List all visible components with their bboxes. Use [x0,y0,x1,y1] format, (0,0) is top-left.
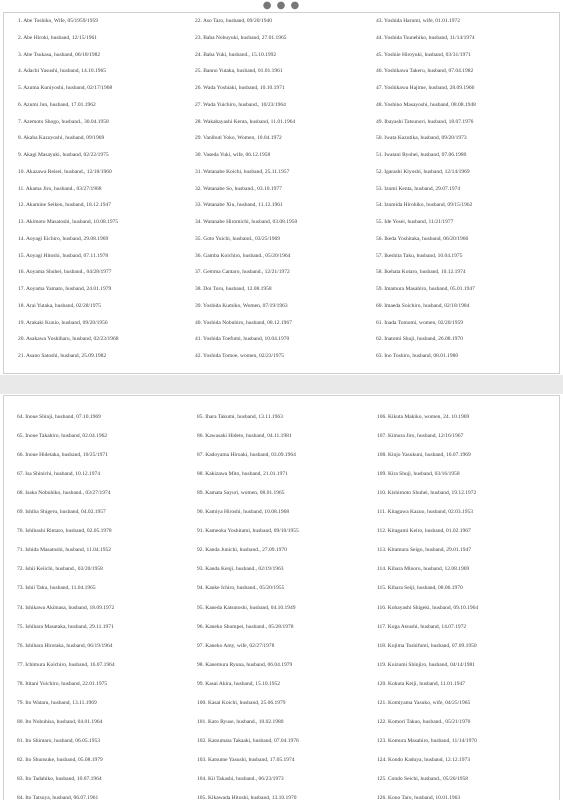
list-item: 52. Igarashi Kiyoshi, husband, 12/14/1969 [376,168,470,175]
list-item: 11. Akama Jiro, husband., 03/27/1968 [18,185,102,192]
list-item: 99. Kasai Akira, husband, 15.10.1952 [197,680,280,687]
list-item: 36. Gamba Koichiro, husband., 05/20/1964 [195,252,291,259]
list-item: 96. Kaneko Shumpei, husband., 05/28/1978 [197,623,294,630]
list-item: 104. Kii Takashi, husband., 06/23/1973 [197,775,284,782]
list-item: 37. Gemma Cantaro, husband., 12/21/1972 [195,269,290,276]
list-item: 3. Abe Tsukasa, husband, 06/18/1982 [18,51,101,58]
list-item: 73. Ishii Taku, husband, 11.04.1965 [17,585,96,592]
list-item: 76. Ishihara Hirotaka, husband, 06/19/1964 [17,642,113,649]
list-item: 35. Goto Yuichi, husband., 03/25/1969 [195,235,281,242]
list-item: 43. Yoshida Harumi, wife, 01.01.1972 [376,18,461,24]
list-item: 123. Komura Masahiro, husband, 11/14/1970 [377,737,477,744]
more-options-icon[interactable]: ● ● ● [262,0,301,11]
list-item: 116. Kobayashi Shigeki, husband, 09.10.1964 [377,604,479,611]
list-item: 102. Katsumata Takaaki, husband, 07.04.1976 [197,737,299,744]
list-item: 57. Ikeshita Taku, husband, 10.04.1975 [376,252,463,259]
list-item: 28. Wakabayashi Kenta, husband, 11.01.1964 [195,118,296,125]
list-item: 71. Ishida Masatoshi, husband, 11.04.1952 [17,547,112,554]
list-item: 18. Arai Yutaka, husband, 02/28/1975 [18,302,102,309]
list-item: 26. Wada Yoshiaki, husband, 10.10.1971 [195,85,285,91]
list-item: 63. Ino Toshiro, husband, 08.01.1980 [376,353,459,359]
list-item: 114. Kihara Minoru, husband, 12.08.1969 [377,566,470,573]
list-item: 7. Azemoto Shogo, husband., 30.04.1958 [18,118,109,125]
list-item: 70. Ishibashi Rintaro, husband, 02.05.1978 [17,528,112,535]
list-item: 17. Aoyama Yamato, husband, 24.01.1979 [18,286,112,292]
list-item: 69. Ishiba Shigeru, husband, 04.02.1957 [17,509,106,516]
list-item: 13. Akimoto Masatoshi, husband, 10.08.1975 [18,219,119,225]
list-item: 44. Yoshida Tsunehiko, husband, 11/14/1974 [376,34,475,41]
list-item: 125. Condo Seichi, husband., 05/26/1958 [377,775,469,782]
list-item: 85. Ihara Takumi, husband, 13.11.1963 [197,414,283,420]
list-item: 126. Kono Taro, husband, 10.01.1963 [377,795,461,801]
list-item: 8. Akaba Kazuyoshi, husband, 09/1969 [18,135,105,142]
list-item: 33. Watanabe Xiu, husband, 11.12.1961 [195,202,283,209]
list-item: 19. Arakaki Kunio, husband, 09/20/1956 [18,319,108,326]
list-item: 119. Koizumi Shinjiro, husband, 04/14/1981 [377,661,476,668]
list-item: 51. Iwatani Ryohei, husband, 07.06.1980 [376,152,467,158]
list-item: 66. Inoue Hidetaka, husband, 10/25/1971 [17,452,108,459]
list-item: 54. Izumida Hirohiko, husband, 09/15/1962 [376,202,473,209]
list-item: 83. Ito Tadahiko, husband, 10.07.1964 [17,775,102,782]
list-item: 65. Inoue Takahiro, husband, 02.04.1962 [17,433,108,440]
list-item: 115. Kihara Seiji, husband, 08.06.1970 [377,585,463,592]
list-item: 50. Iwata Kazutika, husband, 09/20/1973 [376,135,467,142]
list-item: 47. Yoshikawa Hajime, husband, 28.09.1966 [376,85,475,91]
list-item: 94. Kanke Ichiro, husband., 05/20/1955 [197,585,285,592]
list-item: 59. Imamura Masahiro, husband, 05.01.1947 [376,286,475,292]
list-item: 60. Imaeda Soichiro, husband, 02/18/1984 [376,302,470,309]
list-item: 118. Kojima Toshifumi, husband, 07.09.1950 [377,642,477,649]
list-item: 5. Azuma Kuniyoshi, husband, 02/17/1968 [18,85,113,91]
list-item: 93. Kanda Kenji, husband., 02/19/1963 [197,566,284,573]
list-item: 38. Doi Toru, husband, 12.08.1958 [195,286,272,292]
list-item: 62. Inatomi Shuji, husband, 26.08.1970 [376,336,463,343]
list-item: 91. Kameoka Yoshitami, husband, 09/10/1955 [197,528,299,535]
list-item: 24. Baba Yuki, husband., 15.10.1992 [195,51,277,58]
list-item: 106. Kikuta Makiko, women, 24. 10.1969 [377,414,470,420]
list-item: 55. Ide Yosei, husband, 11/21/1977 [376,219,454,225]
list-item: 82. Ito Shunsuke, husband, 05.08.1979 [17,756,103,763]
list-item: 68. Isaka Nobuhiko, husband., 03/27/1974 [17,490,111,497]
list-item: 105. Kikawada Hitoshi, husband, 13.10.1970 [197,795,297,801]
list-item: 84. Ito Tatsuya, husband, 06.07.1961 [17,795,99,801]
list-item: 110. Kishimoto Shuhei, husband, 19.12.1972 [377,490,477,497]
list-item: 87. Kadoyama Hiroaki, husband, 03.09.1964 [197,452,296,459]
list-item: 89. Kamata Sayuri, women, 08.01.1965 [197,490,285,497]
list-item: 80. Ito Nobuhisa, husband, 04.01.1964 [17,718,103,725]
list-item: 20. Asakawa Yoshiharu, husband, 02/23/1968 [18,336,119,343]
list-item: 29. Vanibuti Yoko, Women, 10.04.1972 [195,135,282,142]
list-item: 90. Kamiya Hiroshi, husband, 10.08.1968 [197,509,290,516]
list-item: 2. Abe Hiroki, husband, 12/15/1961 [18,34,97,41]
list-item: 74. Ishikawa Akimasa, husband, 18.09.1972 [17,604,115,611]
list-item: 77. Ichimura Koichiro, husband, 16.07.1964 [17,661,115,668]
page-separator [0,375,563,394]
list-item: 97. Kaneko Amy, wife, 02/27/1978 [197,642,275,649]
list-item: 27. Wada Yuichiro, husband., 10/23/1964 [195,101,286,108]
list-item: 75. Ishihara Masataka, husband, 29.11.1971 [17,623,114,630]
document-page-1 [3,12,560,374]
list-item: 61. Inada Tomomi, women, 02/20/1959 [376,319,464,326]
list-item: 117. Koga Atsushi, husband, 14.07.1972 [377,623,467,630]
list-item: 113. Kitamura Seigo, husband, 29.01.1947 [377,547,472,554]
list-item: 100. Kasai Koichi, husband, 25.06.1979 [197,699,286,706]
list-item: 42. Yoshida Tomoe, women, 02/23/1975 [195,353,285,359]
list-item: 107. Kimura Jiro, husband, 12/16/1967 [377,433,464,440]
list-item: 122. Komori Takuo, husband., 05/21/1970 [377,718,471,725]
list-item: 1. Abe Toshiko, Wife, 05/1959/1959 [18,18,99,24]
list-item: 78. Ititani Yuichiro, husband, 22.01.1975 [17,680,108,687]
list-item: 53. Izumi Kenta, husband, 29.07.1974 [376,185,461,192]
list-item: 79. Ito Wataru, husband, 13.11.1969 [17,699,97,706]
list-item: 23. Baba Nobuyuki, husband, 27.01.1965 [195,34,287,41]
list-item: 120. Kokuta Keiji, husband, 11.01.1947 [377,680,465,687]
list-item: 25. Banno Yutaka, husband, 01.01.1961 [195,68,283,75]
list-item: 103. Katsume Yasushi, husband, 17.05.1974 [197,756,295,763]
list-item: 86. Kawasaki Hideto, husband, 04.11.1981 [197,433,292,440]
list-item: 14. Aoyagi Eichiro, husband, 29.08.1969 [18,235,109,242]
list-item: 9. Akagi Masayuki, husband, 02/22/1975 [18,152,109,158]
list-item: 34. Watanabe Hiromichi, husband, 03.08.1950 [195,219,298,225]
list-item: 30. Vaseda Yuki, wife, 06.12.1958 [195,152,271,158]
list-item: 22. Aso Taro, husband, 09/20/1940 [195,18,272,24]
list-item: 31. Watanabe Koichi, husband, 25.11.1957 [195,168,290,175]
list-item: 124. Kondo Kaduya, husband, 12.12.1973 [377,756,471,763]
list-item: 95. Kaneda Katsutoshi, husband, 04.10.1949 [197,604,296,611]
list-item: 32. Watanabe So, husband., 03.10.1977 [195,185,282,192]
list-item: 39. Yoshida Kumiko, Women, 07/19/1963 [195,302,288,309]
list-item: 48. Yoshino Masayoshi, husband, 08.08.1948 [376,101,476,108]
list-item: 12. Akamine Seiken, husband, 18.12.1947 [18,202,112,209]
document-page-2 [3,395,560,800]
list-item: 46. Yoshikawa Takeru, husband, 07.04.1982 [376,68,474,75]
list-item: 10. Akazawa Reisei, husband., 12/18/1960 [18,168,112,175]
list-item: 16. Aoyama Shuhei, husband., 04/28/1977 [18,269,112,276]
list-item: 56. Ikeda Yoshitaka, husband, 06/20/1966 [376,235,469,242]
list-item: 40. Yoshida Nobuhiro, husband, 08.12.1967 [195,319,292,326]
list-item: 98. Kanemura Ryuna, husband, 06.04.1979 [197,661,293,668]
list-item: 49. Ibayashi Tatsunori, husband, 18.07.1976 [376,118,474,125]
list-item: 67. Isa Shinichi, husband, 10.12.1974 [17,471,100,478]
list-item: 121. Komiyama Yasuko, wife, 04/25/1965 [377,699,471,706]
list-item: 109. Kira Shuji, husband, 03/16/1958 [377,471,460,478]
list-item: 72. Ishii Keiichi, husband., 03/20/1958 [17,566,103,573]
list-item: 21. Asano Satoshi, husband, 25.09.1982 [18,353,107,359]
list-item: 111. Kitagawa Kazuo, husband, 02.03.1953 [377,509,473,516]
list-item: 45. Yoshiie Hiroyuki, husband, 03/31/1971 [376,51,471,58]
list-item: 4. Adachi Yasushi, husband, 14.10.1965 [18,68,107,75]
list-item: 88. Kakizawa Mito, husband, 21.01.1971 [197,471,288,478]
list-item: 41. Yoshida Toefumi, husband, 10.04.1970 [195,336,290,343]
list-item: 64. Inoue Shinji, husband, 07.10.1969 [17,414,101,420]
list-item: 101. Kato Ryuse, husband., 10.02.1980 [197,718,284,725]
list-item: 108. Kinjo Yasukuni, husband, 16.07.1969 [377,452,471,459]
list-item: 92. Kanda Junichi, husband., 27.09.1970 [197,547,287,554]
list-item: 81. Ito Shintaro, husband, 06.05.1953 [17,737,100,744]
list-item: 58. Ikehata Kotaro, husband, 10.12.1974 [376,269,466,276]
list-item: 15. Aoyagi Hitoshi, husband, 07.11.1978 [18,252,109,259]
list-item: 6. Azumi Jun, husband, 17.01.1962 [18,101,96,108]
list-item: 112. Kitagami Keiro, husband, 01.02.1967 [377,528,471,535]
